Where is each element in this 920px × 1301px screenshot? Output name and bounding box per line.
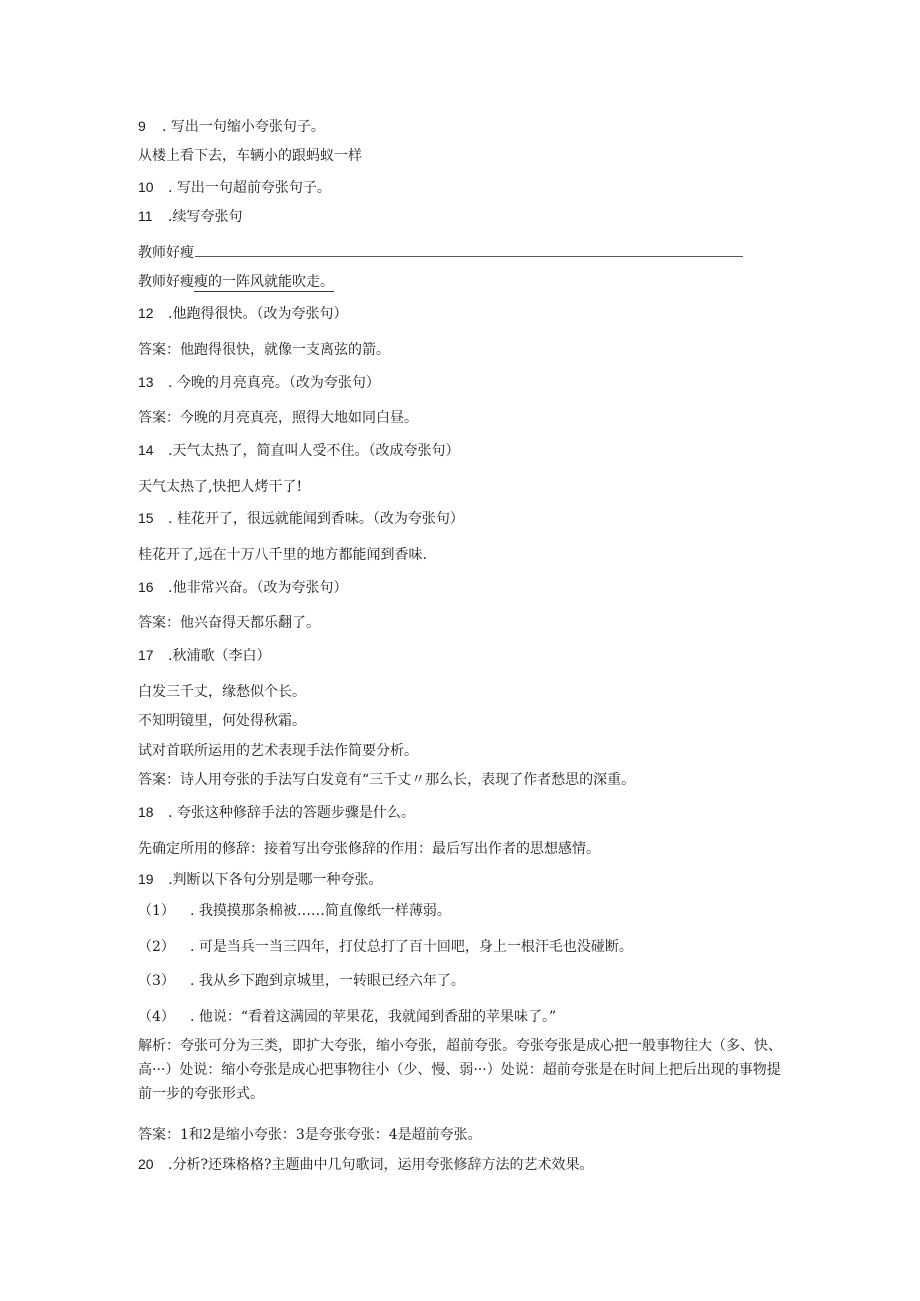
question-17: 17 .秋浦歌（李白） — [138, 647, 271, 664]
answer-11: 教师好瘦瘦的一阵风就能吹走。 — [138, 274, 334, 290]
question-20: 20 .分析?还珠格格?主题曲中几句歌词，运用夸张修辞方法的艺术效果。 — [138, 1156, 594, 1173]
sub-item-4: （4） . 他说：“看着这满园的苹果花，我就闻到香甜的苹果味了。” — [138, 1009, 557, 1025]
answer-19: 答案：1和2是缩小夸张：3是夸张夸张：4是超前夸张。 — [138, 1127, 482, 1143]
question-16: 16 .他非常兴奋。（改为夸张句） — [138, 579, 348, 596]
blank-line-11: 教师好瘦 — [138, 242, 743, 262]
answer-15: 桂花开了,远在十万八千里的地方都能闻到香味. — [138, 547, 427, 563]
answer-9: 从楼上看下去，车辆小的跟蚂蚁一样 — [138, 148, 362, 164]
question-14: 14 .天气太热了，简直叫人受不住。（改成夸张句） — [138, 442, 460, 459]
answer-16: 答案：他兴奋得天都乐翻了。 — [138, 615, 320, 631]
question-19: 19 .判断以下各句分别是哪一种夸张。 — [138, 871, 383, 888]
answer-12: 答案：他跑得很快，就像一支离弦的箭。 — [138, 342, 390, 358]
poem-line-1: 白发三千丈，缘愁似个长。 — [138, 684, 306, 700]
answer-17: 答案：诗人用夸张的手法写白发竟有“三千丈〃那么长，表现了作者愁思的深重。 — [138, 772, 636, 788]
question-18: 18 . 夸张这种修辞手法的答题步骤是什么。 — [138, 804, 415, 821]
question-17-prompt: 试对首联所运用的艺术表现手法作简要分析。 — [138, 743, 418, 759]
question-10: 10 . 写出一句超前夸张句子。 — [138, 179, 331, 196]
answer-14: 天气太热了,快把人烤干了! — [138, 479, 303, 495]
sub-item-2: （2） . 可是当兵一当三四年，打仗总打了百十回吧，身上一根汗毛也没碰断。 — [138, 939, 633, 955]
question-15: 15 . 桂花开了，很远就能闻到香味。（改为夸张句） — [138, 510, 464, 527]
question-9: 9 . 写出一句缩小夸张句子。 — [138, 118, 325, 135]
sub-item-1: （1） . 我摸摸那条棉被……简直像纸一样薄弱。 — [138, 903, 451, 919]
sub-item-3: （3） . 我从乡下跑到京城里，一转眼已经六年了。 — [138, 973, 465, 989]
fill-blank — [195, 242, 743, 257]
question-11: 11 .续写夸张句 — [138, 208, 243, 225]
answer-18: 先确定所用的修辞：接着写出夸张修辞的作用：最后写出作者的思想感情。 — [138, 841, 600, 857]
poem-line-2: 不知明镜里，何处得秋霜。 — [138, 713, 306, 729]
answer-13: 答案：今晚的月亮真亮，照得大地如同白昼。 — [138, 410, 418, 426]
explanation-19: 解析：夸张可分为三类，即扩大夸张，缩小夸张，超前夸张。夸张夸张是成心把一般事物往大（多、快、高···）处说：缩小夸张是成心把事物往小（少、慢、弱···）处说：超前夸张是在时间上把后出现的事物提前一步的夸张形式。 — [138, 1038, 782, 1102]
question-12: 12 .他跑得很快。（改为夸张句） — [138, 305, 348, 322]
question-13: 13 . 今晚的月亮真亮。（改为夸张句） — [138, 374, 380, 391]
